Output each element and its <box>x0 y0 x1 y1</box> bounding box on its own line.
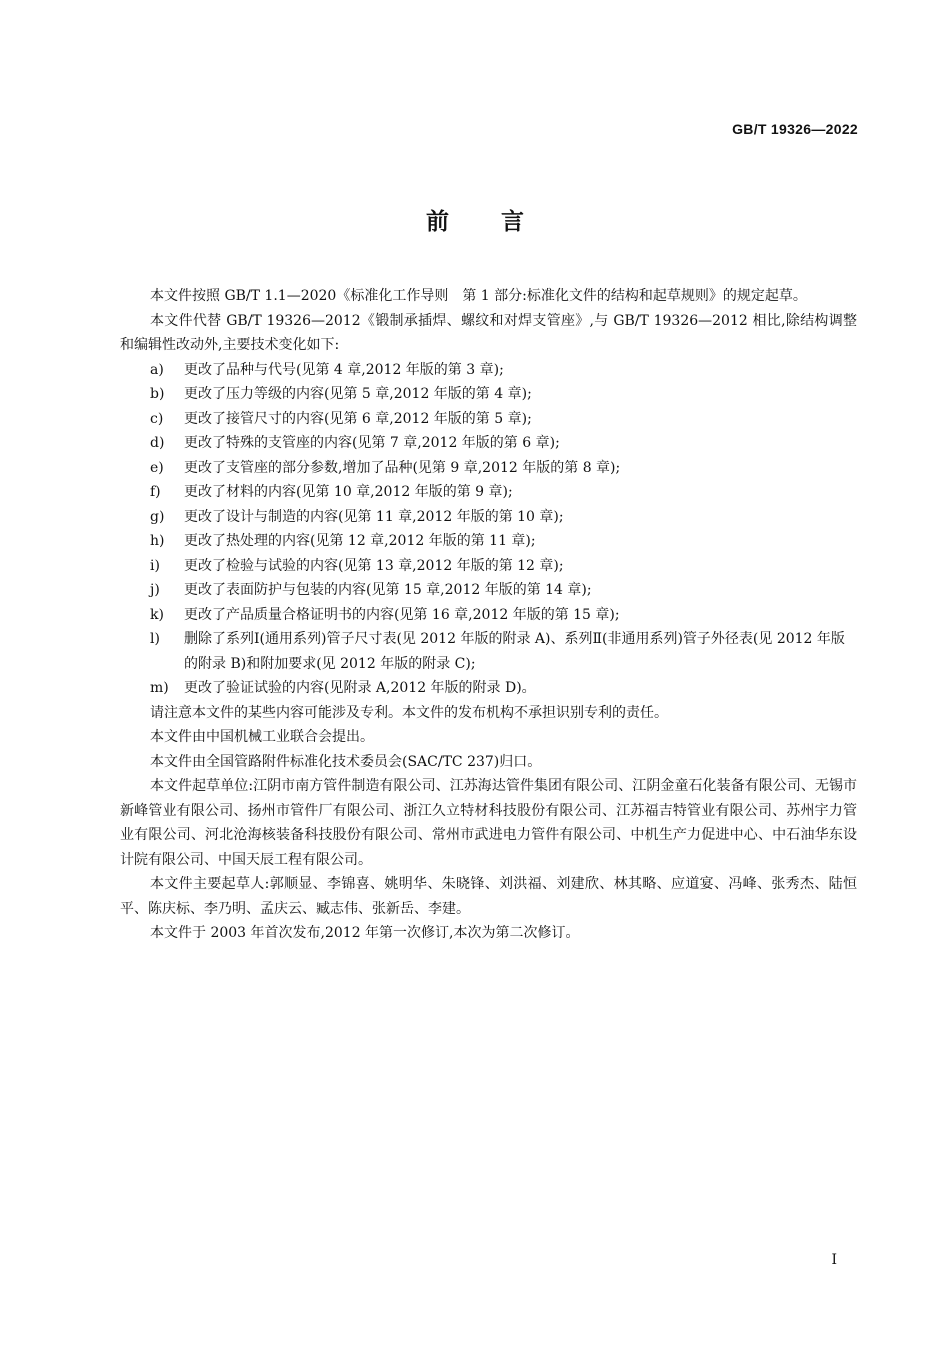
document-body <box>120 284 857 946</box>
list-text: 更改了验证试验的内容(见附录 A,2012 年版的附录 D)。 <box>184 680 536 696</box>
list-label: l) <box>150 631 160 647</box>
intro-paragraph: 本文件代替 GB/T 19326—2012《锻制承插焊、螺纹和对焊支管座》,与 GB/T 19326—2012 相比,除结构调整和编辑性改动外,主要技术变化如下: <box>120 312 857 353</box>
list-item <box>150 456 857 481</box>
list-text: 更改了特殊的支管座的内容(见第 7 章,2012 年版的第 6 章); <box>184 435 560 451</box>
list-text: 删除了系列Ⅰ(通用系列)管子尺寸表(见 2012 年版的附录 A)、系列Ⅱ(非通用系列)管子外径表(见 2012 年版的附录 B)和附加要求(见 2012 年版的附录 C); <box>184 631 845 672</box>
page-title: 前言 <box>426 209 576 235</box>
list-text: 更改了检验与试验的内容(见第 13 章,2012 年版的第 12 章); <box>184 557 564 574</box>
list-item <box>150 676 857 701</box>
list-label: h) <box>150 533 165 549</box>
list-label: f) <box>150 484 161 500</box>
drafters-paragraph: 本文件主要起草人:郭顺显、李锦喜、姚明华、朱晓锋、刘洪福、刘建欣、林其略、应道宴、冯峰、张秀杰、陆恒平、陈庆标、李乃明、孟庆云、臧志伟、张新岳、李建。 <box>120 876 857 917</box>
committee-paragraph: 本文件由全国管路附件标准化技术委员会(SAC/TC 237)归口。 <box>150 753 542 770</box>
list-label: g) <box>150 508 165 525</box>
patent-notice: 请注意本文件的某些内容可能涉及专利。本文件的发布机构不承担识别专利的责任。 <box>150 704 668 721</box>
page-number: I <box>831 1252 837 1268</box>
proposer-paragraph: 本文件由中国机械工业联合会提出。 <box>150 729 374 745</box>
list-label: d) <box>150 435 165 451</box>
list-label: a) <box>150 361 164 378</box>
intro-paragraph: 本文件按照 GB/T 1.1—2020《标准化工作导则 第 1 部分:标准化文件的结构和起草规则》的规定起草。 <box>150 288 807 304</box>
list-text: 更改了设计与制造的内容(见第 11 章,2012 年版的第 10 章); <box>184 508 564 525</box>
list-text: 更改了接管尺寸的内容(见第 6 章,2012 年版的第 5 章); <box>184 410 532 427</box>
list-text: 更改了压力等级的内容(见第 5 章,2012 年版的第 4 章); <box>184 386 532 402</box>
list-label: c) <box>150 410 164 427</box>
list-text: 更改了热处理的内容(见第 12 章,2012 年版的第 11 章); <box>184 533 536 549</box>
list-item <box>150 603 857 628</box>
drafting-units-paragraph: 本文件起草单位:江阴市南方管件制造有限公司、江苏海达管件集团有限公司、江阴金童石化装备有限公司、无锡市新峰管业有限公司、扬州市管件厂有限公司、浙江久立特材科技股份有限公司、江苏福吉特管业有限公司、苏州宇力管业有限公司、河北沧海核装备科技股份有限公司、常州市武进电力管件有限公司、中机生产力促进中心、中石油华东设计院有限公司、中国天辰工程有限公司。 <box>120 778 857 868</box>
standard-code: GB/T 19326—2022 <box>732 121 858 137</box>
list-label: k) <box>150 606 164 623</box>
list-text: 更改了表面防护与包装的内容(见第 15 章,2012 年版的第 14 章); <box>184 582 592 598</box>
list-label: j) <box>150 582 160 598</box>
list-item <box>150 358 857 383</box>
list-label: b) <box>150 386 165 402</box>
list-text: 更改了产品质量合格证明书的内容(见第 16 章,2012 年版的第 15 章); <box>184 606 620 623</box>
list-label: m) <box>150 680 169 696</box>
list-item <box>150 382 857 407</box>
changes-list <box>120 358 857 701</box>
list-text: 更改了品种与代号(见第 4 章,2012 年版的第 3 章); <box>184 361 504 378</box>
list-item <box>150 431 857 456</box>
list-text: 更改了材料的内容(见第 10 章,2012 年版的第 9 章); <box>184 484 513 500</box>
list-item <box>150 627 857 676</box>
list-item <box>150 529 857 554</box>
list-text: 更改了支管座的部分参数,增加了品种(见第 9 章,2012 年版的第 8 章); <box>184 459 621 476</box>
list-item <box>150 480 857 505</box>
list-item <box>150 505 857 530</box>
list-label: e) <box>150 459 164 476</box>
list-item <box>150 407 857 432</box>
history-paragraph: 本文件于 2003 年首次发布,2012 年第一次修订,本次为第二次修订。 <box>150 925 580 941</box>
list-label: i) <box>150 557 160 574</box>
list-item <box>150 554 857 579</box>
list-item <box>150 578 857 603</box>
